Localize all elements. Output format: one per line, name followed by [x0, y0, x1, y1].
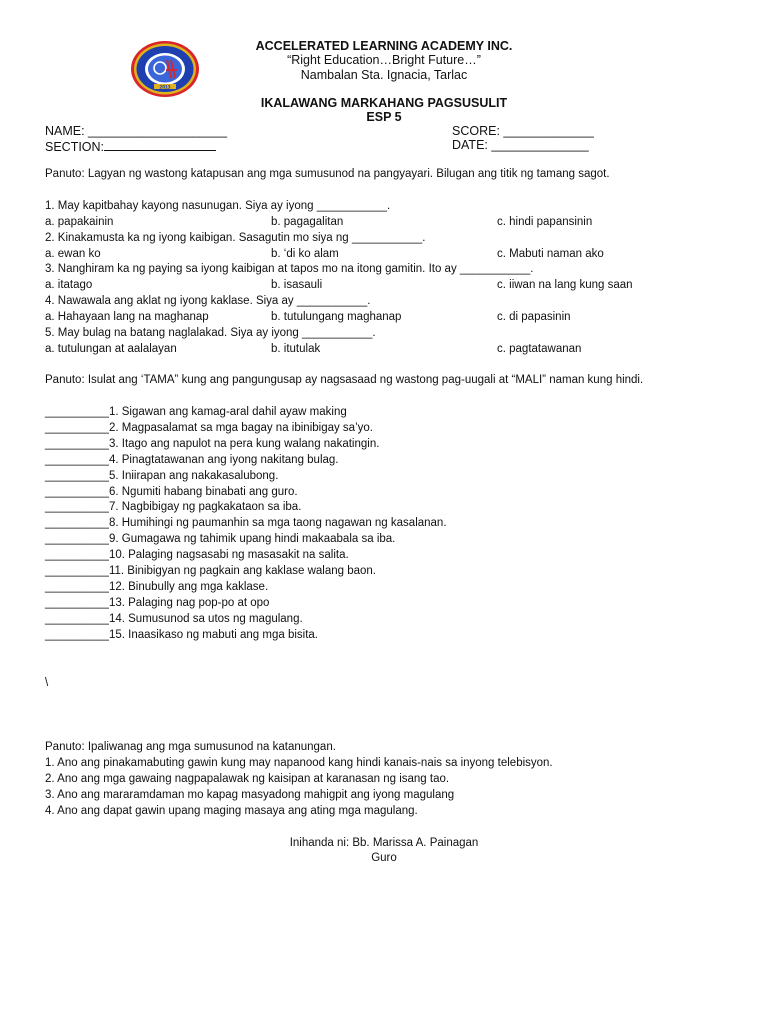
name-field[interactable]: NAME: ____________________ [45, 124, 228, 138]
choice-b[interactable]: b. ‘di ko alam [271, 248, 339, 260]
date-field[interactable]: DATE: ______________ [452, 138, 589, 152]
choice-b[interactable]: b. pagagalitan [271, 216, 344, 228]
choice-c[interactable]: c. Mabuti naman ako [497, 248, 604, 260]
prepared-by: Inihanda ni: Bb. Marissa A. Painagan [289, 837, 479, 849]
exam-subject: ESP 5 [366, 110, 402, 124]
choice-c[interactable]: c. iiwan na lang kung saan [497, 279, 633, 291]
school-name: ACCELERATED LEARNING ACADEMY INC. [255, 39, 513, 53]
part1-question: 1. May kapitbahay kayong nasunugan. Siya ay iyong ___________. [45, 200, 391, 212]
score-field[interactable]: SCORE: _____________ [452, 124, 594, 138]
choice-a[interactable]: a. itatago [45, 279, 93, 291]
school-motto: “Right Education…Bright Future…” [287, 53, 481, 67]
svg-text:2013: 2013 [159, 84, 171, 90]
choice-b[interactable]: b. isasauli [271, 279, 323, 291]
essay-question: 2. Ano ang mga gawaing nagpapalawak ng kaisipan at karanasan ng isang tao. [45, 773, 450, 785]
true-false-item[interactable]: __________1. Sigawan ang kamag-aral dahil ayaw making [45, 406, 347, 418]
choice-c[interactable]: c. di papasinin [497, 311, 571, 323]
choice-a[interactable]: a. tutulungan at aalalayan [45, 343, 177, 355]
part2-instruction: Panuto: Isulat ang ‘TAMA” kung ang pangungusap ay nagsasaad ng wastong pag-uugali at “MALI” naman kung hindi. [45, 374, 644, 386]
part3-instruction: Panuto: Ipaliwanag ang mga sumusunod na katanungan. [45, 741, 336, 753]
choice-a[interactable]: a. ewan ko [45, 248, 101, 260]
true-false-item[interactable]: __________7. Nagbibigay ng pagkakataon sa iba. [45, 501, 302, 513]
part1-question: 5. May bulag na batang naglalakad. Siya ay iyong ___________. [45, 327, 376, 339]
section-field[interactable] [45, 138, 216, 154]
part1-instruction: Panuto: Lagyan ng wastong katapusan ang mga sumusunod na pangyayari. Bilugan ang titik ng tamang sagot. [45, 168, 610, 180]
true-false-item[interactable]: __________12. Binubully ang mga kaklase. [45, 581, 269, 593]
true-false-item[interactable]: __________6. Ngumiti habang binabati ang guro. [45, 486, 298, 498]
true-false-item[interactable]: __________10. Palaging nagsasabi ng masasakit na salita. [45, 549, 349, 561]
true-false-item[interactable]: __________5. Iniirapan ang nakakasalubong. [45, 470, 279, 482]
exam-title: IKALAWANG MARKAHANG PAGSUSULIT [260, 96, 508, 110]
part1-question: 2. Kinakamusta ka ng iyong kaibigan. Sasagutin mo siya ng ___________. [45, 232, 426, 244]
true-false-item[interactable]: __________14. Sumusunod sa utos ng magulang. [45, 613, 303, 625]
section-line [104, 138, 216, 151]
true-false-item[interactable]: __________13. Palaging nag pop-po at opo [45, 597, 270, 609]
choice-a[interactable]: a. Hahayaan lang na maghanap [45, 311, 209, 323]
section-label: SECTION: [45, 140, 105, 154]
true-false-item[interactable]: __________8. Humihingi ng paumanhin sa mga taong nagawan ng kasalanan. [45, 517, 447, 529]
part1-question: 3. Nanghiram ka ng paying sa iyong kaibigan at tapos mo na itong gamitin. Ito ay ___________. [45, 263, 534, 275]
choice-c[interactable]: c. hindi papansinin [497, 216, 593, 228]
essay-question: 3. Ano ang mararamdaman mo kapag masyadong mahigpit ang iyong magulang [45, 789, 455, 801]
true-false-item[interactable]: __________9. Gumagawa ng tahimik upang hindi makaabala sa iba. [45, 533, 396, 545]
choice-b[interactable]: b. tutulungang maghanap [271, 311, 402, 323]
true-false-item[interactable]: __________4. Pinagtatawanan ang iyong nakitang bulag. [45, 454, 339, 466]
true-false-item[interactable]: __________11. Binibigyan ng pagkain ang kaklase walang baon. [45, 565, 376, 577]
essay-question: 4. Ano ang dapat gawin upang maging masaya ang ating mga magulang. [45, 805, 418, 817]
essay-question: 1. Ano ang pinakamabuting gawin kung may napanood kang hindi kanais-nais sa inyong telebisyon. [45, 757, 553, 769]
school-address: Nambalan Sta. Ignacia, Tarlac [300, 68, 468, 82]
teacher-role: Guro [371, 852, 397, 864]
true-false-item[interactable]: __________3. Itago ang napulot na pera kung walang nakatingin. [45, 438, 380, 450]
choice-b[interactable]: b. itutulak [271, 343, 321, 355]
choice-c[interactable]: c. pagtatawanan [497, 343, 582, 355]
stray-mark: \ [45, 677, 49, 689]
true-false-item[interactable]: __________15. Inaasikaso ng mabuti ang mga bisita. [45, 629, 319, 641]
choice-a[interactable]: a. papakainin [45, 216, 114, 228]
part1-question: 4. Nawawala ang aklat ng iyong kaklase. Siya ay ___________. [45, 295, 371, 307]
true-false-item[interactable]: __________2. Magpasalamat sa mga bagay na ibinibigay sa’yo. [45, 422, 373, 434]
